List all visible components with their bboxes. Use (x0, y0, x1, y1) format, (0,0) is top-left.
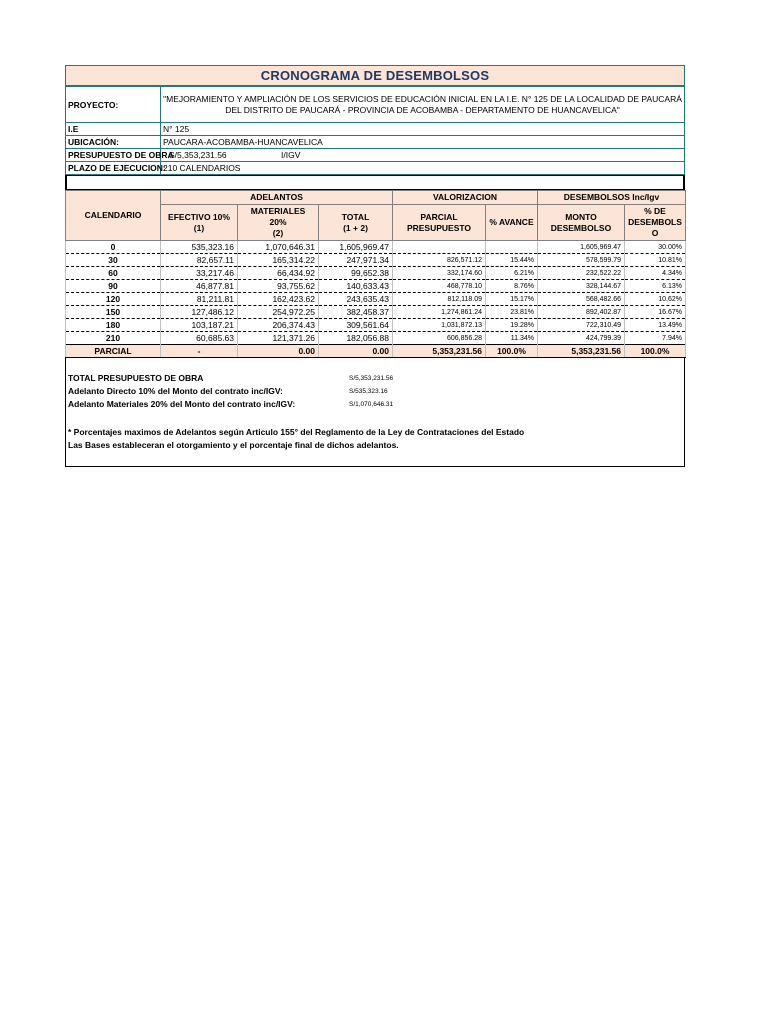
parcial-efectivo: - (161, 345, 238, 358)
cell-calendario: 90 (66, 280, 161, 293)
cell-materiales: 206,374.43 (238, 319, 319, 332)
cell-total: 99,652.38 (319, 267, 393, 280)
table-row (66, 254, 686, 267)
cell-monto: 1,605,969.47 (538, 241, 625, 254)
cell-pct: 13.49% (625, 319, 686, 332)
table-row (66, 241, 686, 254)
cell-parcial: 1,031,872.13 (393, 319, 486, 332)
table-row (66, 306, 686, 319)
cell-monto: 328,144.67 (538, 280, 625, 293)
parcial-total-row (66, 345, 686, 358)
cell-calendario: 0 (66, 241, 161, 254)
ubicacion-label: UBICACIÓN: (66, 136, 161, 149)
cell-efectivo: 81,211.81 (161, 293, 238, 306)
presupuesto-note: I/IGV (281, 150, 301, 160)
cell-materiales: 165,314.22 (238, 254, 319, 267)
plazo-value: 210 CALENDARIOS (161, 162, 685, 175)
cell-parcial: 812,118.09 (393, 293, 486, 306)
cell-materiales: 93,755.62 (238, 280, 319, 293)
cell-parcial: 468,778.10 (393, 280, 486, 293)
parcial-pct: 100.0% (625, 345, 686, 358)
parcial-label: PARCIAL (66, 345, 161, 358)
cell-efectivo: 103,187.21 (161, 319, 238, 332)
cell-calendario: 210 (66, 332, 161, 345)
header-adelantos: ADELANTOS (161, 191, 393, 205)
cell-materiales: 1,070,646.31 (238, 241, 319, 254)
schedule-table (65, 190, 686, 358)
table-row (66, 319, 686, 332)
presupuesto-cell (161, 149, 685, 162)
plazo-label: PLAZO DE EJECUCION: (66, 162, 161, 175)
cell-efectivo: 46,877.81 (161, 280, 238, 293)
cell-avance: 15.44% (486, 254, 538, 267)
header-materiales-pct: 20% (269, 217, 287, 227)
cell-avance: 8.76% (486, 280, 538, 293)
spacer-row (65, 175, 685, 190)
cell-pct: 10.81% (625, 254, 686, 267)
header-desembolso-label: DESEMBOLSO (550, 222, 612, 233)
cell-monto: 722,310.49 (538, 319, 625, 332)
parcial-materiales: 0.00 (238, 345, 319, 358)
cell-pct: 30.00% (625, 241, 686, 254)
proyecto-label: PROYECTO: (66, 87, 161, 123)
cell-pct: 16.67% (625, 306, 686, 319)
header-pct-de: % DE (644, 206, 666, 216)
cell-avance (486, 241, 538, 254)
cell-parcial: 1,274,861.24 (393, 306, 486, 319)
presupuesto-value: S/5,353,231.56 (169, 150, 227, 160)
parcial-avance: 100.0% (486, 345, 538, 358)
header-materiales-label: MATERIALES (250, 206, 306, 216)
cell-parcial: 606,856.28 (393, 332, 486, 345)
cell-monto: 568,482.66 (538, 293, 625, 306)
header-valorizacion: VALORIZACION (393, 191, 538, 205)
adelanto-directo-label: Adelanto Directo 10% del Monto del contrato inc/IGV: (68, 386, 283, 396)
cell-materiales: 162,423.62 (238, 293, 319, 306)
cell-calendario: 180 (66, 319, 161, 332)
cell-materiales: 254,972.25 (238, 306, 319, 319)
cell-monto: 232,522.22 (538, 267, 625, 280)
page-title: CRONOGRAMA DE DESEMBOLSOS (65, 65, 685, 86)
table-row (66, 280, 686, 293)
cell-calendario: 60 (66, 267, 161, 280)
cell-parcial (393, 241, 486, 254)
cell-pct: 10.62% (625, 293, 686, 306)
footnote-line-1: * Porcentajes maximos de Adelantos según Articulo 155° del Reglamento de la Ley de Contrataciones del Estado (68, 427, 525, 437)
adelanto-materiales-label: Adelanto Materiales 20% del Monto del contrato inc/IGV: (68, 399, 296, 409)
cell-total: 1,605,969.47 (319, 241, 393, 254)
cell-pct: 7.94% (625, 332, 686, 345)
cell-total: 382,458.37 (319, 306, 393, 319)
parcial-parcial: 5,353,231.56 (393, 345, 486, 358)
header-monto (538, 205, 625, 241)
cell-calendario: 30 (66, 254, 161, 267)
ie-value: N° 125 (161, 123, 685, 136)
cell-total: 247,971.34 (319, 254, 393, 267)
cell-materiales: 121,371.26 (238, 332, 319, 345)
cell-pct: 6.13% (625, 280, 686, 293)
cell-monto: 892,402.87 (538, 306, 625, 319)
cell-calendario: 150 (66, 306, 161, 319)
header-total-sub: (1 + 2) (343, 222, 368, 233)
cell-efectivo: 127,486.12 (161, 306, 238, 319)
total-presupuesto-value: S/5,353,231.56 (349, 375, 394, 382)
header-desembols: DESEMBOLS (628, 217, 682, 227)
header-parcial-label: PARCIAL (420, 211, 458, 222)
header-materiales (238, 205, 319, 241)
cell-avance: 6.21% (486, 267, 538, 280)
header-avance: % AVANCE (486, 205, 538, 241)
table-row (66, 267, 686, 280)
proyecto-value: "MEJORAMIENTO Y AMPLIACIÓN DE LOS SERVICIOS DE EDUCACIÓN INICIAL EN LA I.E. N° 125 DE LA LOCALIDAD DE PAUCARÁ DEL DISTRITO DE PAUCARÁ - PROVINCIA DE ACOBAMBA - DEPARTAMENTO DE HUANCAVELICA" (161, 87, 685, 123)
header-materiales-sub: (2) (272, 228, 284, 238)
disbursement-schedule-sheet (65, 65, 685, 467)
total-presupuesto-label: TOTAL PRESUPUESTO DE OBRA (68, 373, 204, 383)
cell-efectivo: 535,323.16 (161, 241, 238, 254)
header-calendario: CALENDARIO (66, 191, 161, 241)
cell-parcial: 826,571.12 (393, 254, 486, 267)
cell-monto: 578,599.79 (538, 254, 625, 267)
cell-parcial: 332,174.60 (393, 267, 486, 280)
header-pct-desembolso (625, 205, 686, 241)
cell-efectivo: 82,657.11 (161, 254, 238, 267)
header-presupuesto-label: PRESUPUESTO (406, 222, 472, 233)
cell-avance: 19.28% (486, 319, 538, 332)
header-monto-label: MONTO (565, 211, 597, 222)
table-row (66, 332, 686, 345)
cell-total: 182,056.88 (319, 332, 393, 345)
cell-avance: 15.17% (486, 293, 538, 306)
cell-efectivo: 60,685.63 (161, 332, 238, 345)
header-efectivo (161, 205, 238, 241)
cell-total: 243,635.43 (319, 293, 393, 306)
header-total-label: TOTAL (341, 211, 370, 222)
ie-label: I.E (66, 123, 161, 136)
adelanto-directo-value: S/535,323.16 (349, 388, 388, 395)
header-parcial (393, 205, 486, 241)
footnote-line-2: Las Bases estableceran el otorgamiento y el porcentaje final de dichos adelantos. (68, 440, 399, 450)
presupuesto-label: PRESUPUESTO DE OBRA (66, 149, 161, 162)
summary-footer (65, 358, 685, 467)
cell-total: 140,633.43 (319, 280, 393, 293)
ubicacion-value: PAUCARA-ACOBAMBA-HUANCAVELICA (161, 136, 685, 149)
cell-efectivo: 33,217.46 (161, 267, 238, 280)
cell-calendario: 120 (66, 293, 161, 306)
cell-monto: 424,799.39 (538, 332, 625, 345)
cell-avance: 23.81% (486, 306, 538, 319)
header-total (319, 205, 393, 241)
project-info-table (65, 86, 685, 175)
header-efectivo-label: EFECTIVO 10% (168, 211, 230, 222)
cell-pct: 4.34% (625, 267, 686, 280)
header-desembolsos: DESEMBOLSOS Inc/Igv (538, 191, 686, 205)
parcial-monto: 5,353,231.56 (538, 345, 625, 358)
table-row (66, 293, 686, 306)
cell-materiales: 66,434.92 (238, 267, 319, 280)
adelanto-materiales-value: S/1,070,646.31 (349, 401, 394, 408)
header-o: O (651, 228, 659, 238)
cell-avance: 11.34% (486, 332, 538, 345)
parcial-total: 0.00 (319, 345, 393, 358)
cell-total: 309,561.64 (319, 319, 393, 332)
header-efectivo-sub: (1) (193, 222, 205, 233)
